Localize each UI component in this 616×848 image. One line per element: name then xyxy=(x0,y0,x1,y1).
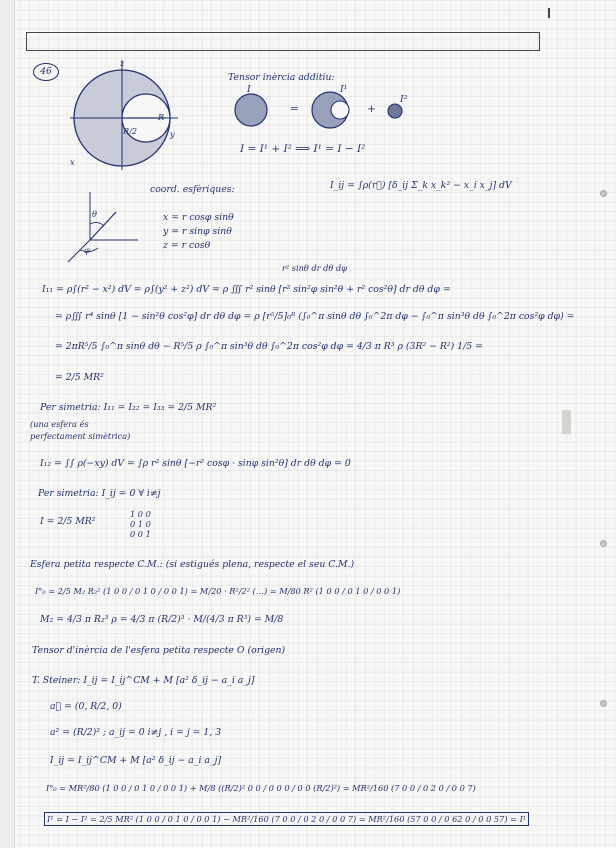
steiner-applied: I_ij = I_ij^CM + M [a² δ_ij − a_i a_j] xyxy=(50,755,222,766)
z-equation: z = r cosθ xyxy=(163,240,211,251)
theta-label: θ xyxy=(92,209,97,219)
spherical-heading: coord. esfèriques: xyxy=(150,184,235,195)
tensor-heading: Tensor d'inèrcia de l'esfera petita respecte O (origen) xyxy=(32,645,286,656)
additive-diagram xyxy=(232,90,422,130)
calc-line-2: = ρ∭ r⁴ sinθ [1 − sin²θ cos²φ] dr dθ dφ = ρ [r⁵/5]₀ᴿ (∫₀^π sinθ dθ ∫₀^2π dφ − ∫₀^π sin³θ dθ ∫₀^2π cos²φ dφ) = xyxy=(55,311,575,322)
final-result: I¹ = I − I² = 2/5 MR² (1 0 0 / 0 1 0 / 0 0 1) − MR²/160 (7 0 0 / 0 2 0 / 0 0 7) = MR²/160 (57 0 0 / 0 62 0 / 0 0 57) = I¹ xyxy=(44,812,529,826)
symmetry-note-1: (una esfera és xyxy=(30,419,89,429)
symmetry-line-2: Per simetria: I_ij = 0 ∀ i≠j xyxy=(38,488,161,499)
page-tab xyxy=(562,410,571,434)
label-I: I xyxy=(247,84,251,95)
axis-z-label: z xyxy=(120,58,125,68)
cavity-heading: Esfera petita respecte C.M.: (si estigués plena, respecte el seu C.M.) xyxy=(30,559,355,570)
additive-relation: I = I¹ + I² ⟹ I¹ = I − I² xyxy=(240,143,366,155)
plus-sign: + xyxy=(367,103,376,115)
cavity-origin-inertia: I°₀ = MR²/80 (1 0 0 / 0 1 0 / 0 0 1) + M/8 ((R/2)² 0 0 / 0 0 0 / 0 0 (R/2)²) = MR²/160 (7 0 0 / 0 2 0 / 0 0 7) xyxy=(46,783,476,793)
punch-hole xyxy=(600,700,607,707)
y-equation: y = r sinφ sinθ xyxy=(163,226,232,237)
radius-label: R xyxy=(158,112,165,122)
jacobian: r² sinθ dr dθ dφ xyxy=(282,263,347,273)
symmetry-note-2: perfectament simètrica) xyxy=(30,431,131,441)
steiner-theorem: T. Steiner: I_ij = I_ij^CM + M [a² δ_ij − a_i a_j] xyxy=(32,675,255,686)
calc-line-3: = 2πR⁵/5 ∫₀^π sinθ dθ − R⁵/5 ρ ∫₀^π sin³θ dθ ∫₀^2π cos²φ dφ = 4/3 π R³ ρ (3R² − R²) 1/5 = xyxy=(55,341,483,352)
spherical-axes xyxy=(62,190,142,265)
page-margin xyxy=(0,0,15,848)
axis-x-label: x xyxy=(70,157,75,167)
displacement-vector: a⃗ = (0, R/2, 0) xyxy=(50,701,122,712)
calc-line-4: = 2/5 MR² xyxy=(55,372,104,383)
cavity-mass: M₂ = 4/3 π R₂³ ρ = 4/3 π (R/2)³ · M/(4/3 π R³) = M/8 xyxy=(40,614,284,625)
punch-hole xyxy=(600,190,607,197)
phi-label: φ xyxy=(84,245,90,255)
additive-heading: Tensor inèrcia additiu: xyxy=(228,72,335,83)
x-equation: x = r cosφ sinθ xyxy=(163,212,234,223)
matrix-row: 0 1 0 xyxy=(130,519,151,529)
cavity-inertia: I°₀ = 2/5 M₂ R₂² (1 0 0 / 0 1 0 / 0 0 1) = M/20 · R²/2² (…) = M/80 R² (1 0 0 / 0 1 0 / 0 0 1) xyxy=(35,586,401,596)
sphere-figure xyxy=(60,60,190,175)
punch-hole xyxy=(600,540,607,547)
symmetry-line-1: Per simetria: I₁₁ = I₂₂ = I₃₃ = 2/5 MR² xyxy=(40,402,217,413)
label-I1: I¹ xyxy=(340,84,348,95)
problem-number: 46 xyxy=(33,63,59,81)
tensor-definition: I_ij = ∫ρ(r⃗) [δ_ij Σ_k x_k² − x_i x_j] dV xyxy=(330,180,512,191)
corner-mark xyxy=(548,8,550,18)
axis-y-label: y xyxy=(170,129,175,139)
displacement-squared: a² = (R/2)² ; a_ij = 0 i≠j , i = j = 1, 3 xyxy=(50,727,222,738)
matrix-row: 0 0 1 xyxy=(130,529,151,539)
cross-term: I₁₂ = ∫∫ ρ(−xy) dV = ∫ρ r² sinθ [−r² cosφ · sinφ sin²θ] dr dθ dφ = 0 xyxy=(40,458,351,469)
equals-sign: = xyxy=(290,103,299,115)
half-radius-label: R/2 xyxy=(123,126,138,136)
header-box xyxy=(26,32,540,51)
calc-line-1: I₁₁ = ρ∫(r² − x²) dV = ρ∫(y² + z²) dV = ρ ∭ r² sinθ [r² sin²φ sin²θ + r² cos²θ] dr dθ dφ = xyxy=(42,284,451,295)
matrix-row: 1 0 0 xyxy=(130,509,151,519)
label-I2: I² xyxy=(400,94,408,105)
result-label: I = 2/5 MR² xyxy=(40,516,96,527)
